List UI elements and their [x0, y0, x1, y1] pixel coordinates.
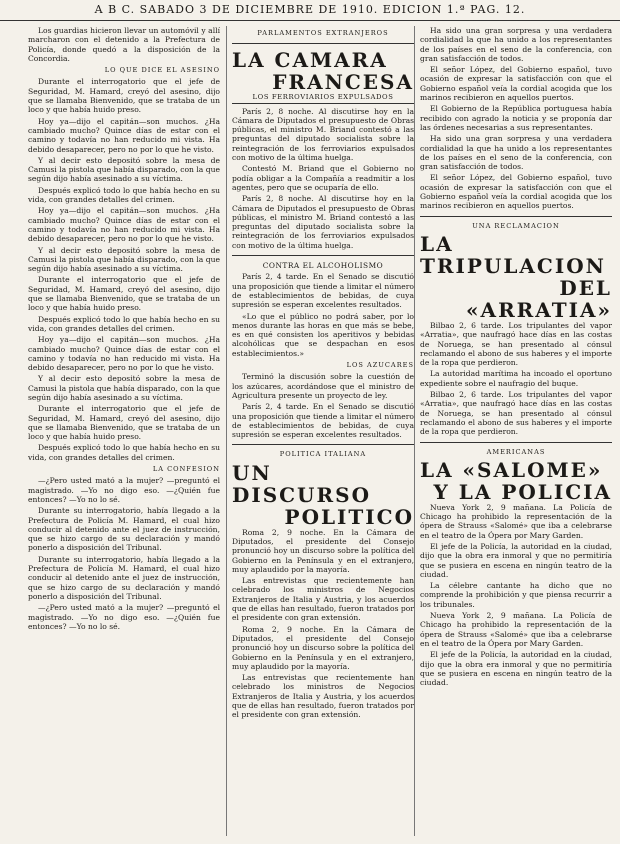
- article-paragraph: Después explicó todo lo que había hecho en su vida, con grandes detalles del crimen.: [28, 443, 220, 462]
- headline: Y LA POLICIA: [433, 479, 612, 504]
- article-paragraph: Terminó la discusión sobre la cuestión de los azúcares, acordándose que el ministro de Agricultura presente un proyecto de ley.: [232, 372, 414, 400]
- column-left: [28, 26, 220, 836]
- article-paragraph: Ha sido una gran sorpresa y una verdadera cordialidad la que ha unido a los representantes de los países en el seno de la conferencia, con gran satisfacción de todos.: [420, 26, 612, 63]
- article-paragraph: Roma 2, 9 noche. En la Cámara de Diputados, el presidente del Consejo pronunció hoy un discurso sobre la política del Gobierno en la Península y en el extranjero, muy aplaudido por la mayoría.: [232, 624, 414, 671]
- divider: [232, 255, 414, 256]
- article-paragraph: «Lo que el público no podrá saber, por lo menos durante las horas en que más se bebe, es en qué consisten los aperitivos y bebidas alcohólicas que se despachan en esos establecimientos.»: [232, 311, 414, 358]
- article-paragraph: Bilbao 2, 6 tarde. Los tripulantes del vapor «Arratia», que naufragó hace días en las costas de Noruega, se han presentado al cónsul reclamando el abono de sus haberes y el importe de la ropa que perdieron.: [420, 320, 612, 368]
- article-paragraph: Durante su interrogatorio, había llegado a la Prefectura de Policía M. Hamard, el cual hizo conducir al detenido ante el juez de instrucción, que se hizo cargo de su declaración y mandó ponerlo a disposición del Tribunal.: [28, 506, 220, 553]
- section-heading: LOS AZUCARES: [346, 361, 414, 370]
- section-heading: UNA RECLAMACION: [472, 221, 560, 230]
- article-paragraph: El señor López, del Gobierno español, tuvo ocasión de expresar la satisfacción con que el Gobierno español veía la cordial acogida que los marinos recibieron en aquellos puertos.: [420, 173, 612, 211]
- article-paragraph: Durante el interrogatorio que el jefe de Seguridad, M. Hamard, creyó del asesino, dijo que se llamaba Bienvenido, que se trataba de un loco y que había huido preso.: [28, 77, 220, 115]
- article-paragraph: Después explicó todo lo que había hecho en su vida, con grandes detalles del crimen.: [28, 314, 220, 333]
- article-paragraph: Hoy ya—dijo el capitán—son muchos. ¿Ha cambiado mucho? Quince días de estar con el camino y todavía no han reducido mi vista. Ha debido desaparecer, pero no por lo que he visto.: [28, 116, 220, 154]
- article-paragraph: París 2, 8 noche. Al discutirse hoy en la Cámara de Diputados el presupuesto de Obras públicas, el ministro M. Briand contestó a las preguntas del diputado socialista sobre la reintegración de los ferroviarios expulsados con motivo de la última huelga.: [232, 194, 414, 250]
- article-paragraph: Ha sido una gran sorpresa y una verdadera cordialidad la que ha unido a los representantes de los países en el seno de la conferencia, con gran satisfacción de todos.: [420, 134, 612, 172]
- divider: [420, 442, 612, 443]
- headline: DEL «ARRATIA»: [466, 275, 612, 322]
- headline: POLITICO: [284, 504, 414, 529]
- article-paragraph: Y al decir esto depositó sobre la mesa de Camusi la pistola que había disparado, con la que según dijo había asesinado a su víctima.: [28, 374, 220, 402]
- article-paragraph: Y al decir esto depositó sobre la mesa de Camusi la pistola que había disparado, con la que según dijo había asesinado a su víctima.: [28, 245, 220, 274]
- article-paragraph: París 2, 8 noche. Al discutirse hoy en la Cámara de Diputados el presupuesto de Obras públicas, el ministro M. Briand contestó a las preguntas del diputado socialista sobre la reintegración de los ferroviarios expulsados con motivo de la última huelga.: [232, 106, 414, 163]
- section-heading: AMERICANAS: [486, 447, 546, 456]
- article-paragraph: Nueva York 2, 9 mañana. La Policía de Chicago ha prohibido la representación de la ópera de Strauss «Salomé» que iba a celebrarse en el teatro de la Ópera por Mary Garden.: [420, 502, 612, 540]
- article-paragraph: Hoy ya—dijo el capitán—son muchos. ¿Ha cambiado mucho? Quince días de estar con el camino y todavía no han reducido mi vista. Ha debido desaparecer, pero no por lo que he visto.: [28, 335, 220, 373]
- article-paragraph: El jefe de la Policía, la autoridad en la ciudad, dijo que la obra era inmoral y que no permitiría que se pusiera en escena en ningún teatro de la ciudad.: [420, 541, 612, 579]
- article-paragraph: Después explicó todo lo que había hecho en su vida, con grandes detalles del crimen.: [28, 185, 220, 205]
- article-paragraph: La autoridad marítima ha incoado el oportuno expediente sobre el naufragio del buque.: [420, 369, 612, 388]
- article-paragraph: Las entrevistas que recientemente han celebrado los ministros de Negocios Extranjeros de Italia y Austria, y los acuerdos que de ellas han resultado, fueron tratados por el presidente con gran extensión.: [232, 673, 414, 720]
- article-paragraph: El señor López, del Gobierno español, tuvo ocasión de expresar la satisfacción con que el Gobierno español veía la cordial acogida que los marinos recibieron en aquellos puertos.: [420, 65, 612, 103]
- article-paragraph: Roma 2, 9 noche. En la Cámara de Diputados, el presidente del Consejo pronunció hoy un discurso sobre la política del Gobierno en la Península y en el extranjero, muy aplaudido por la mayoría.: [232, 527, 414, 574]
- article-paragraph: Contestó M. Briand que el Gobierno no podía obligar a la Compañía a readmitir a los agentes, pero que se ocuparía de ello.: [232, 164, 414, 192]
- article-paragraph: La célebre cantante ha dicho que no comprende la prohibición y que piensa recurrir a los tribunales.: [420, 581, 612, 609]
- headline: LA CAMARA: [232, 48, 388, 73]
- column-middle: [226, 26, 414, 836]
- headline: FRANCESA: [272, 70, 414, 95]
- headline: LA TRIPULACION: [420, 231, 606, 278]
- divider: [420, 216, 612, 217]
- section-heading: PARLAMENTOS EXTRANJEROS: [257, 29, 389, 37]
- article-paragraph: —¿Pero usted mató a la mujer? —preguntó el magistrado. —Yo no digo eso. —¿Quién fue entonces? —Yo no lo sé.: [28, 603, 220, 631]
- article-paragraph: Hoy ya—dijo el capitán—son muchos. ¿Ha cambiado mucho? Quince días de estar con el camino y todavía no han reducido mi vista. Ha debido desaparecer, pero no por lo que he visto.: [28, 206, 220, 244]
- article-paragraph: Durante el interrogatorio que el jefe de Seguridad, M. Hamard, creyó del asesino, dijo que se llamaba Bienvenido, que se trataba de un loco y que había huido preso.: [28, 275, 220, 313]
- section-heading: LA CONFESION: [152, 465, 220, 474]
- newspaper-masthead: A B C. SABADO 3 DE DICIEMBRE DE 1910. EDICION 1.ª PAG. 12.: [0, 0, 620, 21]
- subheadline: LOS FERROVIARIOS EXPULSADOS: [232, 93, 414, 103]
- divider: [232, 444, 414, 445]
- article-paragraph: Las entrevistas que recientemente han celebrado los ministros de Negocios Extranjeros de Italia y Austria, y los acuerdos que de ellas han resultado, fueron tratados por el presidente con gran extensión.: [232, 576, 414, 623]
- article-paragraph: El jefe de la Policía, la autoridad en la ciudad, dijo que la obra era inmoral y que no permitiría que se pusiera en escena en ningún teatro de la ciudad.: [420, 650, 612, 688]
- article-paragraph: Durante el interrogatorio que el jefe de Seguridad, M. Hamard, creyó del asesino, dijo que se llamaba Bienvenido, que se trataba de un loco y que había huido preso.: [28, 404, 220, 442]
- article-paragraph: Los guardias hicieron llevar un automóvil y allí marcharon con el detenido a la Prefectura de Policía, donde quedó a la disposición de la Concordia.: [28, 26, 220, 63]
- article-paragraph: Bilbao 2, 6 tarde. Los tripulantes del vapor «Arratia», que naufragó hace días en las costas de Noruega, se han presentado al cónsul reclamando el abono de sus haberes y el importe de la ropa que perdieron.: [420, 390, 612, 437]
- article-paragraph: París 2, 4 tarde. En el Senado se discutió una proposición que tiende a limitar el número de establecimientos de bebidas, de cuya supresión se esperan excelentes resultados.: [232, 272, 414, 310]
- section-heading: CONTRA EL ALCOHOLISMO: [262, 261, 384, 271]
- headline: UN DISCURSO: [232, 460, 371, 507]
- article-paragraph: Y al decir esto depositó sobre la mesa de Camusi la pistola que había disparado, con la que según dijo había asesinado a su víctima.: [28, 155, 220, 184]
- section-heading: LO QUE DICE EL ASESINO: [104, 66, 220, 75]
- column-right: [414, 26, 612, 836]
- divider: [232, 43, 414, 44]
- article-paragraph: París 2, 4 tarde. En el Senado se discutió una proposición que tiende a limitar el número de establecimientos de bebidas, de cuya supresión se esperan excelentes resultados.: [232, 402, 414, 440]
- section-heading: POLITICA ITALIANA: [279, 450, 367, 459]
- article-paragraph: Nueva York 2, 9 mañana. La Policía de Chicago ha prohibido la representación de la ópera de Strauss «Salomé» que iba a celebrarse en el teatro de la Ópera por Mary Garden.: [420, 611, 612, 648]
- article-paragraph: Durante su interrogatorio, había llegado a la Prefectura de Policía M. Hamard, el cual hizo conducir al detenido ante el juez de instrucción, que se hizo cargo de su declaración y mandó ponerlo a disposición del Tribunal.: [28, 554, 220, 601]
- article-paragraph: —¿Pero usted mató a la mujer? —preguntó el magistrado. —Yo no digo eso. —¿Quién fue entonces? —Yo no lo sé.: [28, 476, 220, 504]
- article-paragraph: El Gobierno de la República portuguesa había recibido con agrado la noticia y se proponía dar las órdenes necesarias a sus representantes.: [420, 104, 612, 132]
- headline: LA «SALOME»: [420, 457, 603, 482]
